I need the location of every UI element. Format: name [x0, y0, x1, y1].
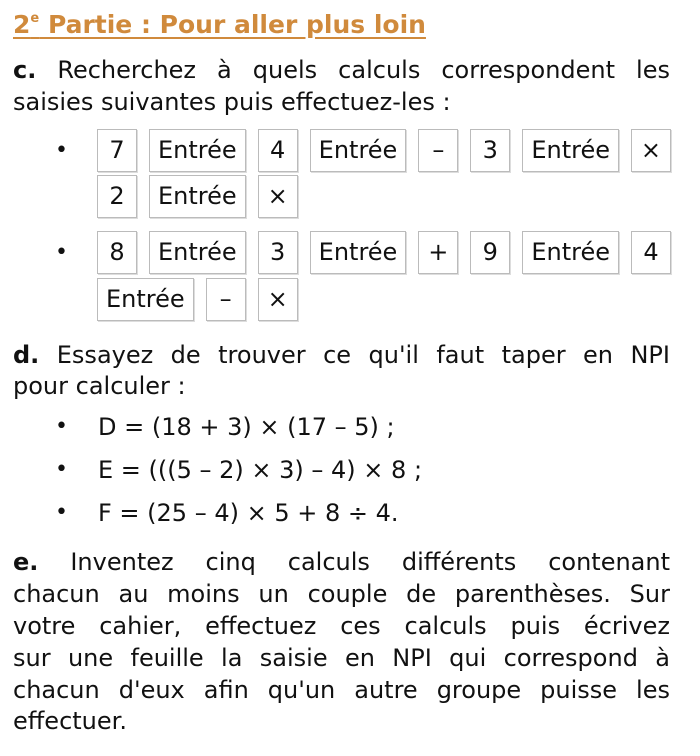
question-d-label: d. — [13, 341, 40, 369]
calculator-key: – — [206, 278, 246, 321]
section-title — [13, 2, 426, 42]
calculator-key: 4 — [258, 129, 298, 172]
question-c-text: Recherchez à quels calculs correspondent les — [57, 56, 670, 84]
question-e-line: chacun d'eux afin qu'un autre groupe puisse les — [13, 676, 670, 704]
calculator-key: + — [418, 231, 458, 274]
key-sequence-row — [97, 278, 310, 321]
question-c-label: c. — [13, 56, 37, 84]
question-e-line: votre cahier, effectuez ces calculs puis écrivez — [13, 612, 670, 640]
bullet: • — [55, 457, 68, 482]
calculator-key: 4 — [631, 231, 671, 274]
calculator-key: 7 — [97, 129, 137, 172]
enter-key: Entrée — [149, 175, 246, 218]
bullet: • — [55, 500, 68, 525]
title-number: 2 — [13, 10, 31, 39]
bullet: • — [55, 240, 68, 265]
question-d-line — [13, 339, 670, 371]
bullet: • — [55, 414, 68, 439]
calculator-key: 3 — [470, 129, 510, 172]
enter-key: Entrée — [149, 129, 246, 172]
enter-key: Entrée — [97, 278, 194, 321]
question-e-line — [13, 546, 670, 578]
question-c-line: saisies suivantes puis effectuez-les : — [13, 88, 451, 116]
enter-key: Entrée — [522, 129, 619, 172]
question-e-line: sur une feuille la saisie en NPI qui correspond à — [13, 644, 670, 672]
question-d-text: Essayez de trouver ce qu'il faut taper en NPI — [56, 341, 670, 369]
key-sequence-row — [97, 175, 310, 218]
question-e-line: chacun au moins un couple de parenthèses. Sur — [13, 580, 670, 608]
calculator-key: 9 — [470, 231, 510, 274]
calculator-key: × — [258, 175, 298, 218]
question-e-text: Inventez cinq calculs différents contenant — [70, 548, 670, 576]
formula-d: D = (18 + 3) × (17 – 5) ; — [98, 413, 395, 441]
bullet: • — [55, 138, 68, 163]
calculator-key: 8 — [97, 231, 137, 274]
calculator-key: × — [258, 278, 298, 321]
key-sequence-row — [97, 231, 683, 274]
enter-key: Entrée — [149, 231, 246, 274]
question-c-line — [13, 54, 670, 86]
title-text: Partie : Pour aller plus loin — [39, 10, 426, 39]
calculator-key: 3 — [258, 231, 298, 274]
formula-f: F = (25 – 4) × 5 + 8 ÷ 4. — [98, 499, 399, 527]
question-e-label: e. — [13, 548, 39, 576]
enter-key: Entrée — [522, 231, 619, 274]
question-e-line: effectuer. — [13, 707, 127, 735]
calculator-key: – — [418, 129, 458, 172]
question-d-line: pour calculer : — [13, 372, 186, 400]
calculator-key: 2 — [97, 175, 137, 218]
title-superscript: e — [30, 11, 40, 26]
calculator-key: × — [631, 129, 671, 172]
formula-e: E = (((5 – 2) × 3) – 4) × 8 ; — [98, 456, 423, 484]
key-sequence-row — [97, 129, 683, 172]
enter-key: Entrée — [310, 231, 407, 274]
enter-key: Entrée — [310, 129, 407, 172]
